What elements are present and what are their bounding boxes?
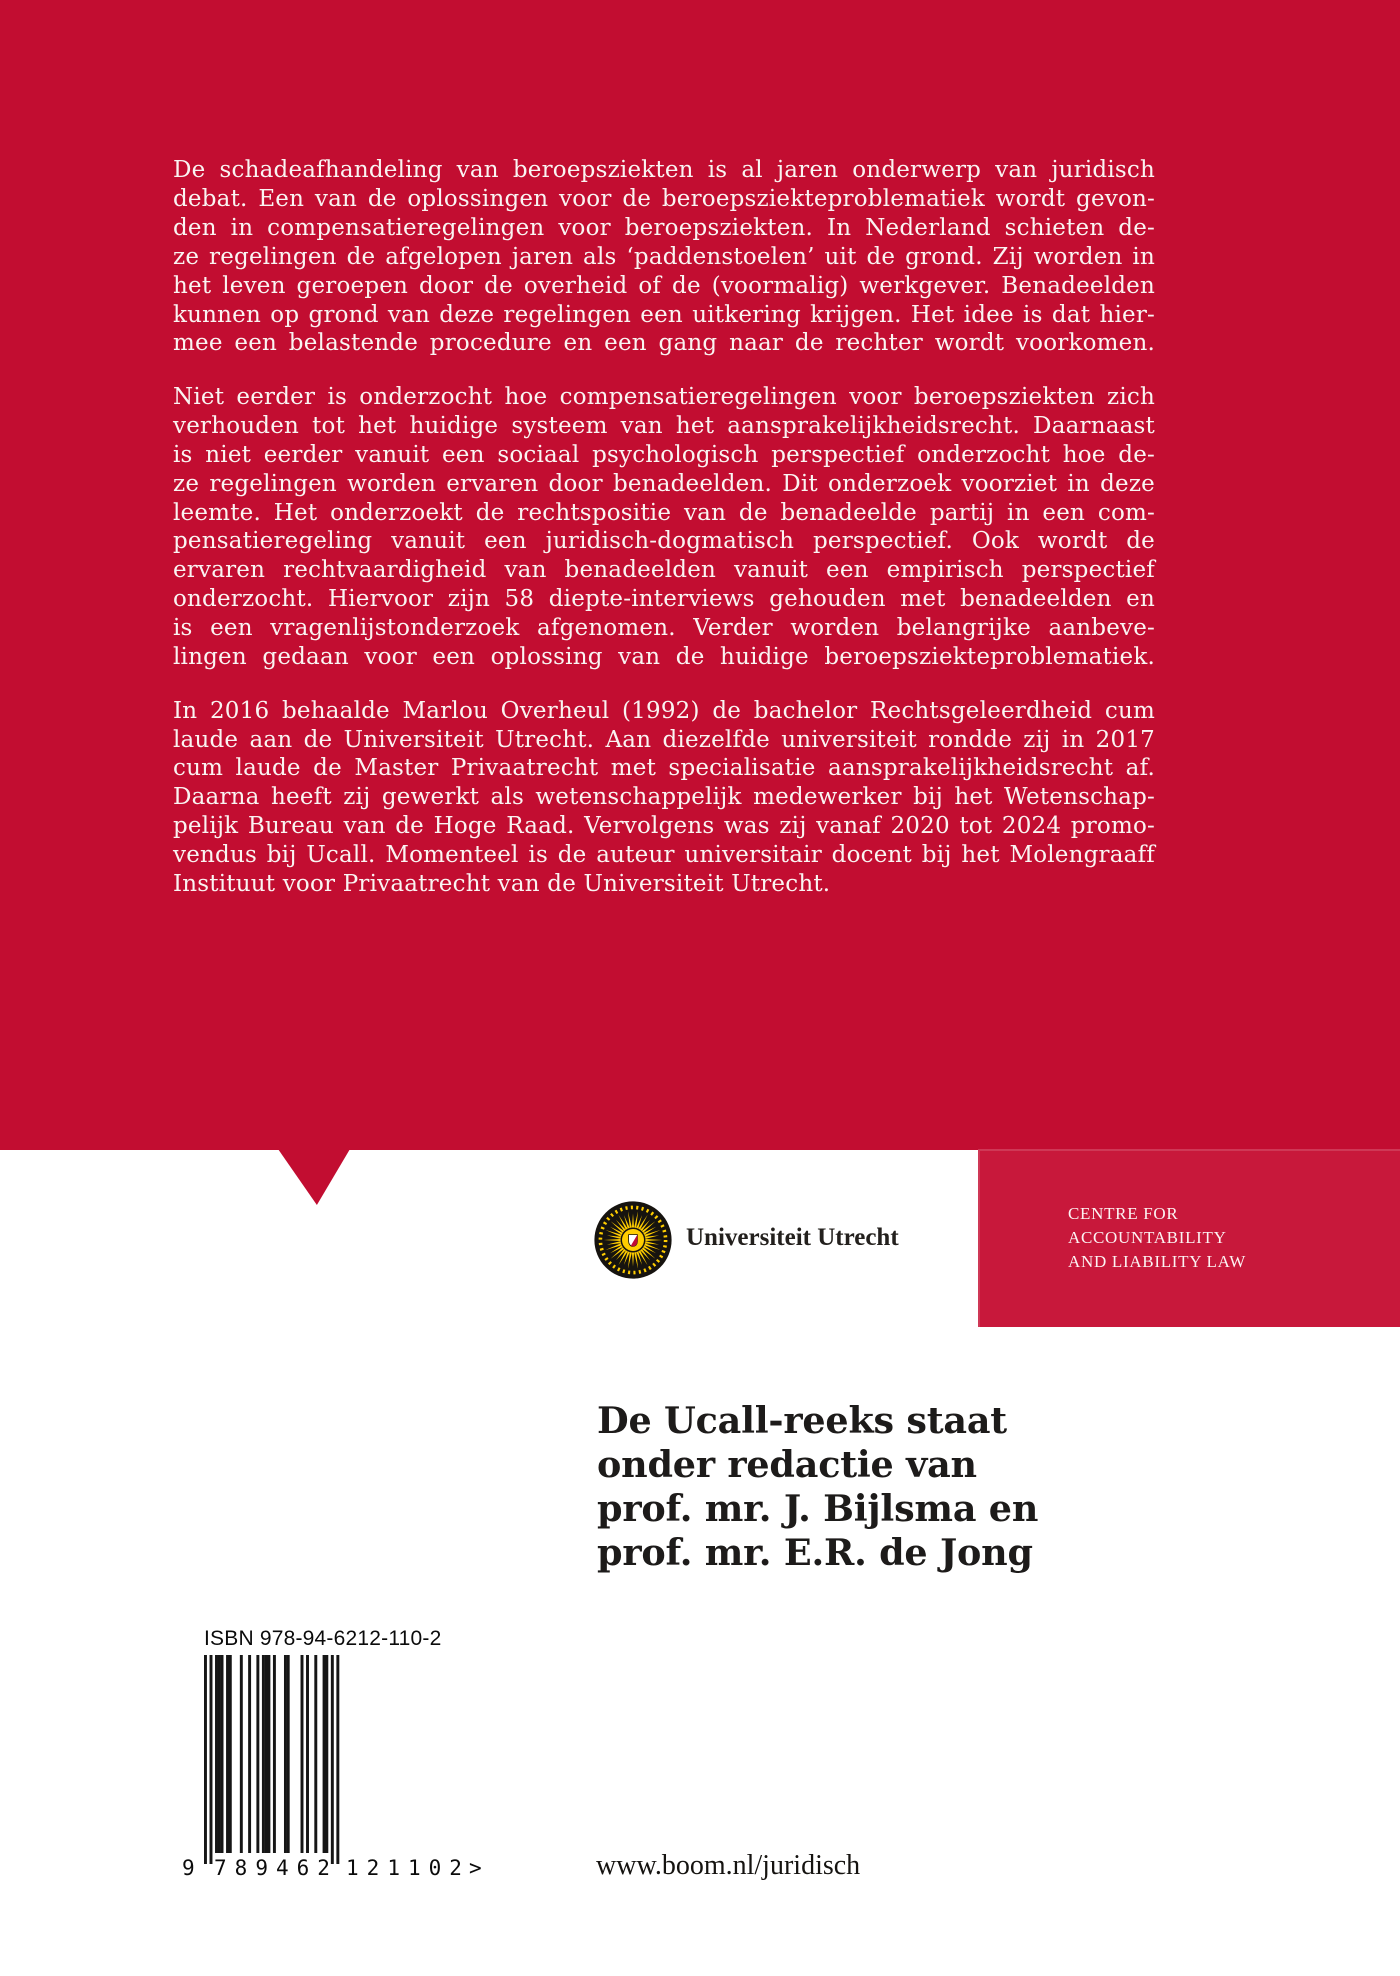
paragraph-line: ze regelingen de afgelopen jaren als ‘paddenstoelen’ uit de grond. Zij worden in xyxy=(173,243,1155,270)
barcode-digit: 2 xyxy=(317,1856,330,1880)
paragraph-line: Niet eerder is onderzocht hoe compensatieregelingen voor beroepsziekten zich xyxy=(173,383,1155,410)
barcode-digits-left xyxy=(214,1856,330,1880)
barcode-digit: 2 xyxy=(366,1856,380,1880)
barcode-digit: 1 xyxy=(346,1856,359,1880)
barcode-digit: 1 xyxy=(387,1856,400,1880)
barcode-digit: 7 xyxy=(214,1856,227,1880)
paragraph-line: vendus bij Ucall. Momenteel is de auteur universitair docent bij het Molengraaff xyxy=(173,842,1155,869)
paragraph-line: is een vragenlijstonderzoek afgenomen. Verder worden belangrijke aanbeve- xyxy=(173,615,1155,642)
editors-line: prof. mr. E.R. de Jong xyxy=(597,1531,1033,1574)
uu-logo-row xyxy=(594,1201,899,1279)
paragraph-line: debat. Een van de oplossingen voor de beroepsziekteproblematiek wordt gevon- xyxy=(173,185,1155,212)
publisher-url: www.boom.nl/juridisch xyxy=(596,1850,861,1881)
centre-line: AND LIABILITY LAW xyxy=(1068,1252,1246,1271)
speech-bubble-tail xyxy=(278,1149,350,1205)
series-editors xyxy=(597,1399,1038,1575)
paragraph-line: pelijk Bureau van de Hoge Raad. Vervolgens was zij vanaf 2020 tot 2024 promo- xyxy=(173,813,1155,840)
paragraph-line: Instituut voor Privaatrecht van de Universiteit Utrecht. xyxy=(173,871,831,898)
paragraph-line: kunnen op grond van deze regelingen een uitkering krijgen. Het idee is dat hier- xyxy=(173,301,1155,328)
barcode-digit: 9 xyxy=(182,1856,195,1880)
ean13-barcode xyxy=(204,1655,466,1864)
paragraph-line: lingen gedaan voor een oplossing van de huidige beroepsziekteproblematiek. xyxy=(173,644,1155,671)
barcode-digit: 0 xyxy=(428,1856,442,1880)
paragraph-line: is niet eerder vanuit een sociaal psychologisch perspectief onderzocht hoe de- xyxy=(173,441,1155,468)
paragraph-line: cum laude de Master Privaatrecht met specialisatie aansprakelijkheidsrecht af. xyxy=(173,755,1155,782)
barcode-digit: 9 xyxy=(255,1856,268,1880)
paragraph-line: De schadeafhandeling van beroepsziekten is al jaren onderwerp van juridisch xyxy=(173,157,1155,183)
paragraph-line: onderzocht. Hiervoor zijn 58 diepte-interviews gehouden met benadeelden en xyxy=(173,586,1155,613)
paragraph-line: pensatieregeling vanuit een juridisch-dogmatisch perspectief. Ook wordt de xyxy=(173,528,1155,555)
editors-line: prof. mr. J. Bijlsma en xyxy=(597,1487,1039,1530)
paragraph xyxy=(173,156,1155,358)
barcode-digit: 2 xyxy=(449,1856,462,1880)
uu-sun-icon xyxy=(594,1201,672,1279)
paragraph-line: ervaren rechtvaardigheid van benadeelden vanuit een empirisch perspectief xyxy=(173,557,1155,584)
editors-line: onder redactie van xyxy=(597,1443,977,1486)
paragraph-line: Daarna heeft zij gewerkt als wetenschappelijk medewerker bij het Wetenschap- xyxy=(173,784,1155,811)
paragraph-line: mee een belastende procedure en een gang naar de rechter wordt voorkomen. xyxy=(173,330,1155,357)
barcode-digits-right xyxy=(346,1856,462,1880)
uu-wordmark: Universiteit Utrecht xyxy=(686,1224,899,1251)
centre-line: CENTRE FOR xyxy=(1068,1204,1179,1223)
barcode-digit: 1 xyxy=(407,1856,421,1880)
summary-paragraphs xyxy=(173,156,1155,924)
paragraph-line: In 2016 behaalde Marlou Overheul (1992) de bachelor Rechtsgeleerdheid cum xyxy=(173,697,1155,724)
paragraph xyxy=(173,383,1155,672)
paragraph xyxy=(173,697,1155,899)
ucall-centre-block xyxy=(978,1149,1400,1327)
paragraph-line: ze regelingen worden ervaren door benadeelden. Dit onderzoek voorziet in deze xyxy=(173,470,1155,497)
barcode-quiet-zone-mark: > xyxy=(469,1856,482,1880)
paragraph-line: verhouden tot het huidige systeem van het aansprakelijkheidsrecht. Daarnaast xyxy=(173,412,1155,439)
centre-name xyxy=(1068,1202,1400,1274)
centre-line: ACCOUNTABILITY xyxy=(1068,1228,1227,1247)
editors-line: De Ucall-reeks staat xyxy=(597,1399,1007,1442)
barcode-digit: 6 xyxy=(296,1856,310,1880)
paragraph-line: leemte. Het onderzoekt de rechtspositie van de benadeelde partij in een com- xyxy=(173,499,1155,526)
paragraph-line: het leven geroepen door de overheid of de (voormalig) werkgever. Benadeelden xyxy=(173,272,1155,299)
barcode-digit: 4 xyxy=(275,1856,289,1880)
paragraph-line: den in compensatieregelingen voor beroepsziekten. In Nederland schieten de- xyxy=(173,214,1155,241)
isbn-label: ISBN 978-94-6212-110-2 xyxy=(204,1627,442,1650)
paragraph-line: laude aan de Universiteit Utrecht. Aan diezelfde universiteit rondde zij in 2017 xyxy=(173,726,1155,753)
barcode-digit: 8 xyxy=(234,1856,248,1880)
